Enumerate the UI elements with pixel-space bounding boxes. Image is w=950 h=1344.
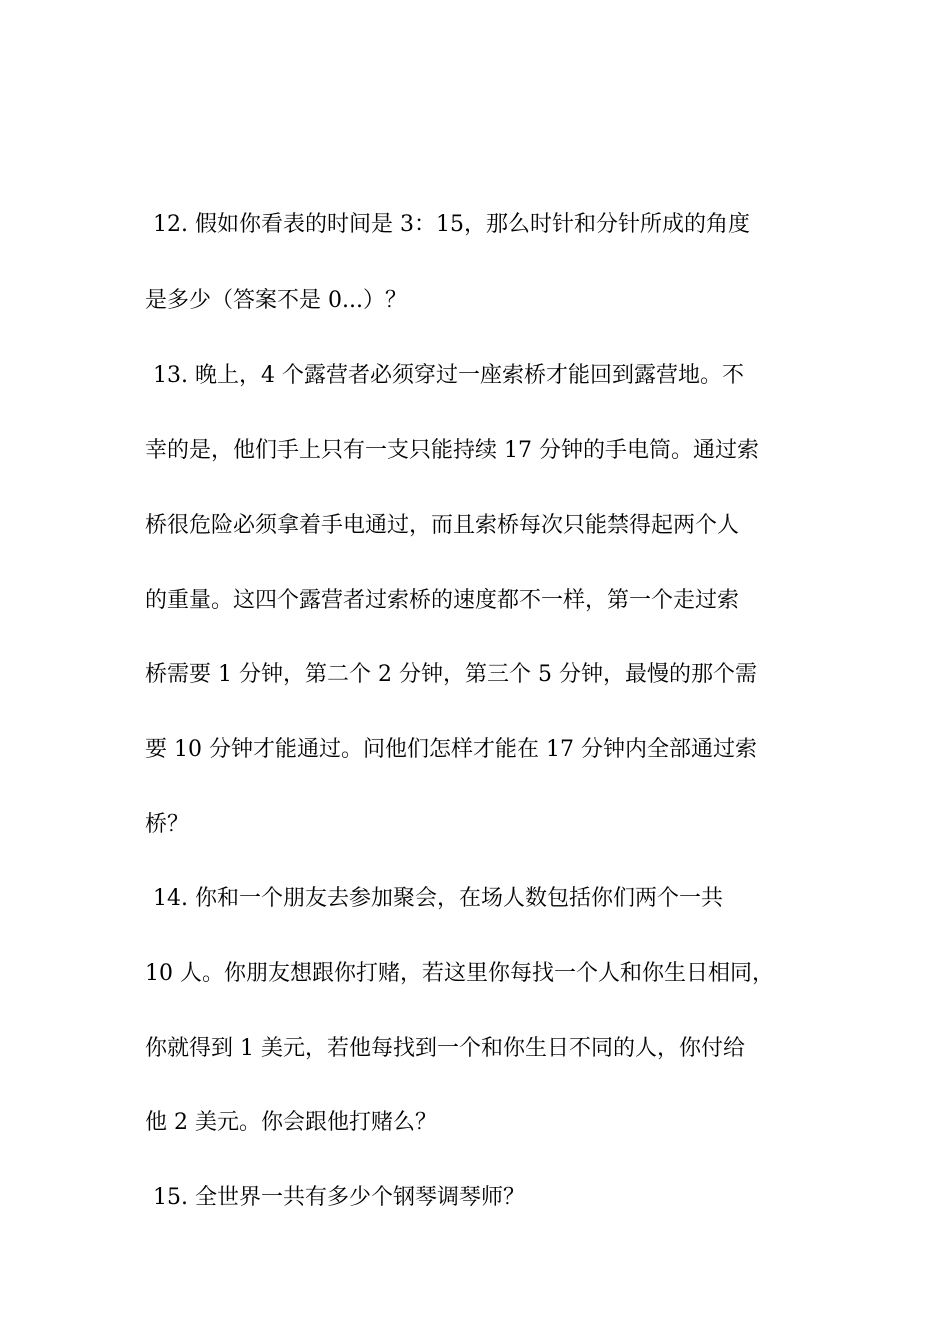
question-14-line-4: 他 2 美元。你会跟他打赌么？ [145,1110,437,1135]
question-13-line-7: 桥？ [145,812,190,837]
question-14-line-1: 14. 你和一个朋友去参加聚会，在场人数包括你们两个一共 [153,886,723,911]
question-13-line-5: 桥需要 1 分钟，第二个 2 分钟，第三个 5 分钟，最慢的那个需 [145,662,757,687]
question-14-line-2: 10 人。你朋友想跟你打赌，若这里你每找一个人和你生日相同， [145,961,774,986]
question-15-line-1: 15. 全世界一共有多少个钢琴调琴师？ [153,1185,525,1210]
question-12-line-1: 12. 假如你看表的时间是 3：15，那么时针和分针所成的角度 [153,212,750,237]
question-13-line-2: 幸的是，他们手上只有一支只能持续 17 分钟的手电筒。通过索 [145,438,759,463]
question-14-line-3: 你就得到 1 美元，若他每找到一个和你生日不同的人，你付给 [145,1036,745,1061]
question-12-line-2: 是多少（答案不是 0...）？ [145,288,407,313]
question-13-line-4: 的重量。这四个露营者过索桥的速度都不一样，第一个走过索 [145,588,740,613]
question-13-line-6: 要 10 分钟才能通过。问他们怎样才能在 17 分钟内全部通过索 [145,737,757,762]
question-13-line-3: 桥很危险必须拿着手电通过，而且索桥每次只能禁得起两个人 [145,513,740,538]
question-13-line-1: 13. 晚上，4 个露营者必须穿过一座索桥才能回到露营地。不 [153,363,744,388]
